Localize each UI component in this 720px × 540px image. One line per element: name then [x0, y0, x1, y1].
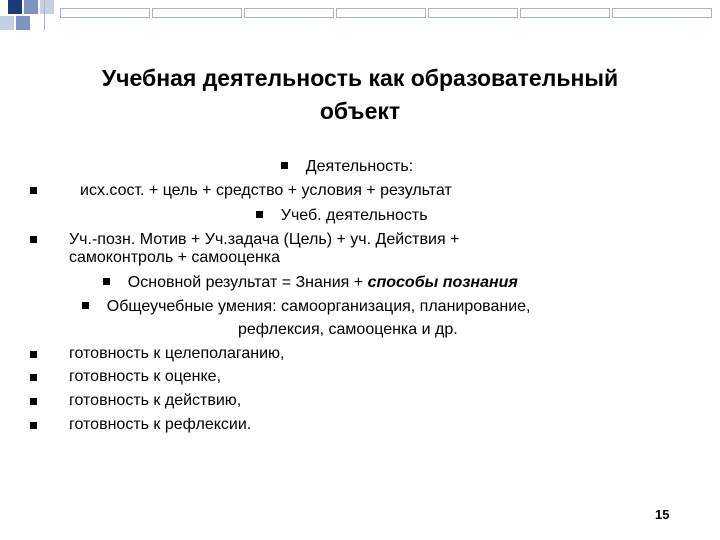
line-main-result — [103, 273, 518, 293]
line-text: исх.сост. + цель + средство + условия + результат — [80, 182, 452, 199]
top-bar-cell — [152, 8, 242, 18]
line-readiness-goal — [69, 344, 285, 364]
square-bullet-icon — [30, 236, 37, 243]
deco-square-mid-2 — [16, 16, 30, 30]
corner-decoration — [0, 0, 60, 40]
line-activity — [281, 157, 413, 177]
deco-square-light — [40, 0, 54, 14]
line-readiness-eval — [69, 367, 221, 387]
line-text: готовность к действию, — [69, 392, 242, 409]
line-readiness-action — [69, 391, 241, 411]
decorative-vertical-rule — [44, 0, 45, 30]
title-line-1: Учебная деятельность как образовательный — [101, 65, 619, 91]
square-bullet-icon — [281, 162, 288, 169]
decorative-top-bar — [60, 8, 720, 18]
top-bar-cell — [336, 8, 426, 18]
top-bar-cell — [428, 8, 518, 18]
square-bullet-icon — [30, 374, 37, 381]
top-bar-cell — [612, 8, 712, 18]
line-text: готовность к рефлексии. — [69, 416, 252, 433]
line-text: Деятельность: — [305, 158, 414, 175]
line-text: самоконтроль + самооценка — [69, 249, 281, 266]
square-bullet-icon — [30, 351, 37, 358]
line-text-emphasis: способы познания — [367, 274, 518, 291]
deco-square-light-2 — [0, 16, 14, 30]
line-reflexion — [238, 320, 458, 340]
line-motive — [69, 230, 459, 250]
square-bullet-icon — [30, 398, 37, 405]
line-general-skills — [82, 297, 530, 317]
top-bar-cell — [244, 8, 334, 18]
line-text: Общеучебные умения: самоорганизация, планирование, — [106, 298, 531, 315]
deco-square-mid — [24, 0, 38, 14]
top-bar-cell — [60, 8, 150, 18]
line-text: рефлексия, самооценка и др. — [238, 321, 458, 338]
line-readiness-reflex — [69, 415, 251, 435]
square-bullet-icon — [82, 302, 89, 309]
deco-square-dark — [8, 0, 22, 14]
line-text: готовность к оценке, — [69, 368, 222, 385]
line-educ-activity — [256, 206, 428, 226]
line-text: готовность к целеполаганию, — [69, 345, 285, 362]
top-bar-cell — [520, 8, 610, 18]
line-selfcontrol — [69, 248, 280, 268]
page-number: 15 — [655, 507, 670, 522]
square-bullet-icon — [30, 187, 37, 194]
title-line-2: объект — [319, 98, 401, 124]
line-text: Основной результат = Знания + — [127, 274, 368, 291]
line-text: Учеб. деятельность — [280, 207, 428, 224]
line-text: Уч.-позн. Мотив + Уч.задача (Цель) + уч. Действия + — [69, 231, 460, 248]
slide-title — [40, 62, 680, 128]
square-bullet-icon — [30, 422, 37, 429]
square-bullet-icon — [256, 211, 263, 218]
line-formula — [80, 181, 452, 201]
square-bullet-icon — [103, 278, 110, 285]
